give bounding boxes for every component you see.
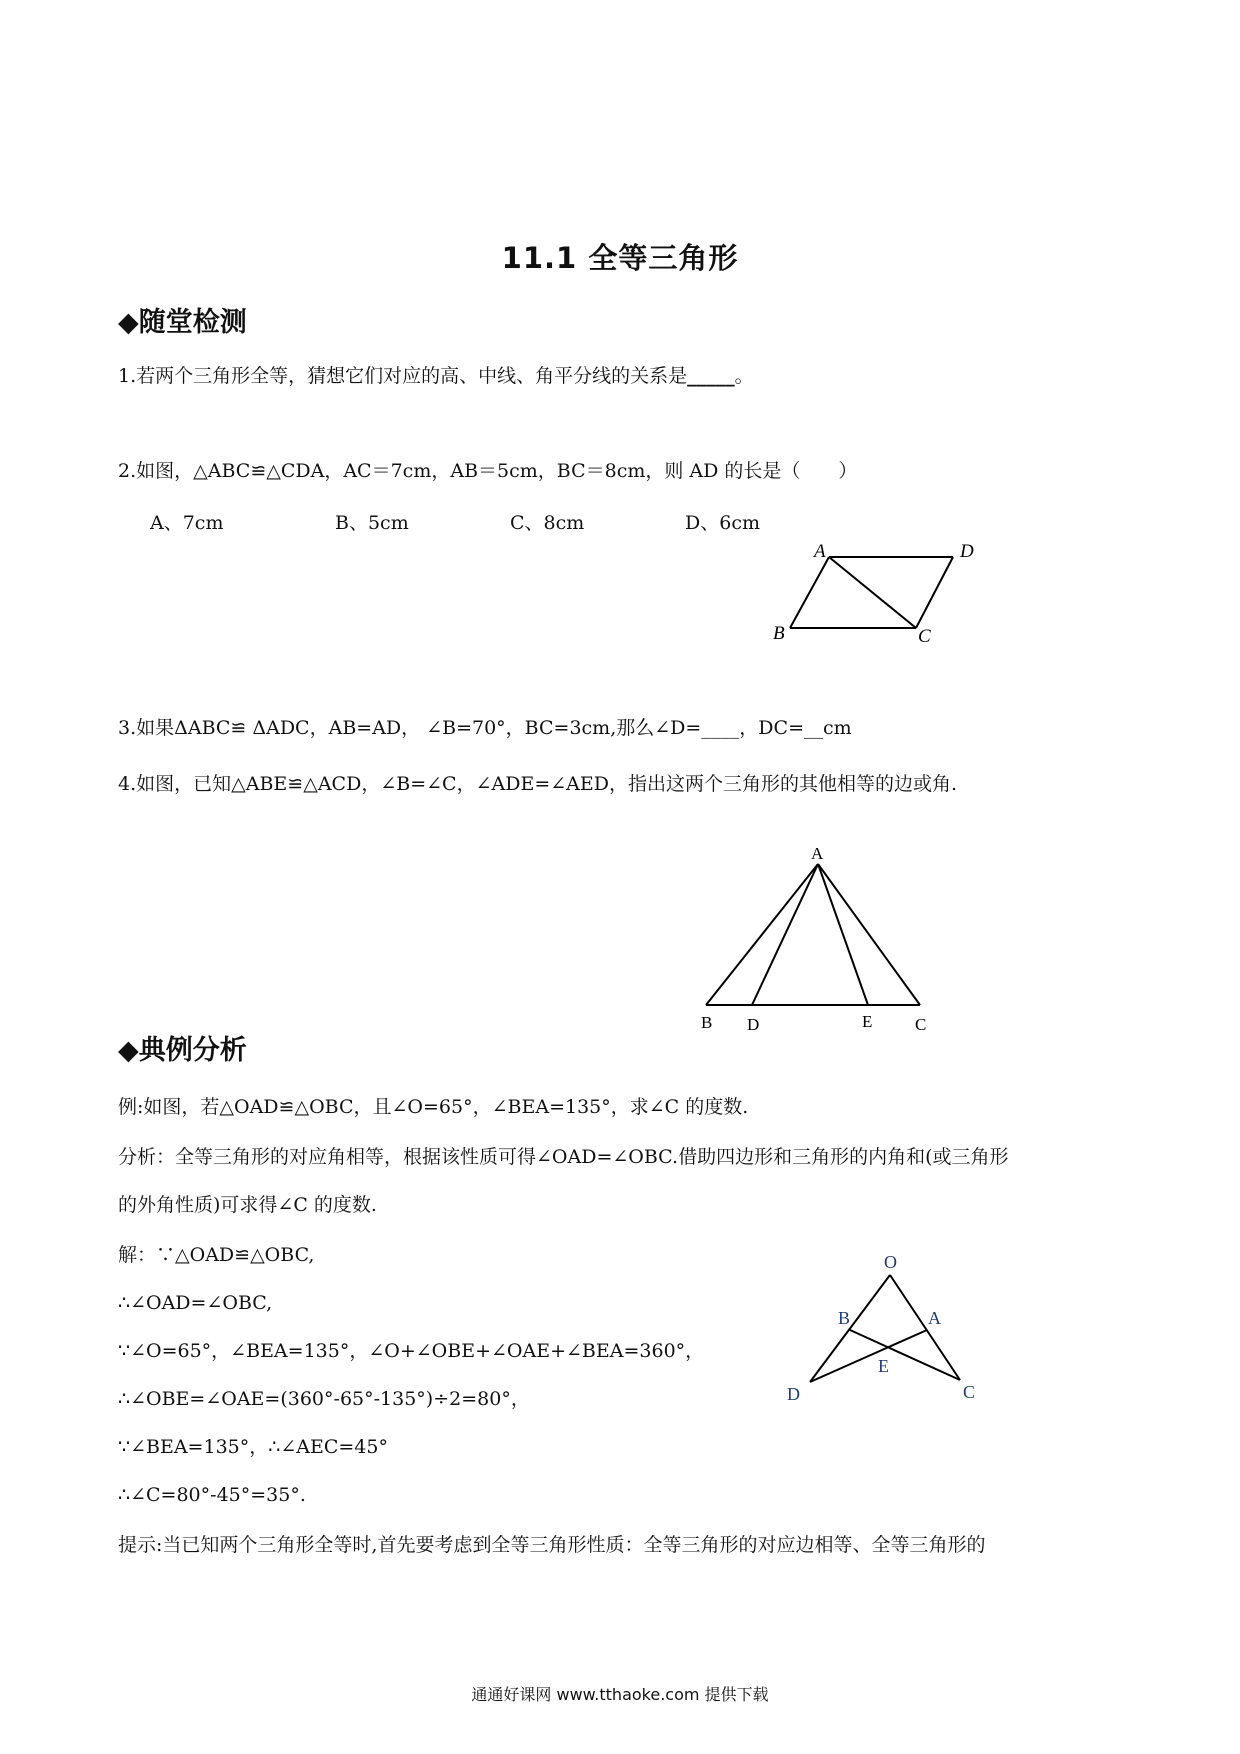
question-2-option-b: B、5cm	[335, 512, 409, 534]
figure-label-b-2: B	[701, 1013, 713, 1032]
section-heading-quiz: ◆随堂检测	[118, 307, 247, 338]
figure-parallelogram	[760, 530, 990, 660]
example-tip: 提示:当已知两个三角形全等时,首先要考虑到全等三角形性质：全等三角形的对应边相等、全等三角形的	[118, 1534, 986, 1556]
figure-label-a-3: A	[928, 1308, 941, 1328]
example-analysis-line-2: 的外角性质)可求得∠C 的度数.	[118, 1194, 377, 1216]
question-1-end: 。	[734, 365, 754, 387]
figure-triangle-abc	[690, 840, 940, 1040]
example-problem: 例:如图，若△OAD≌△OBC，且∠O=65°，∠BEA=135°，求∠C 的度数.	[118, 1096, 749, 1118]
question-2-option-c: C、8cm	[510, 512, 585, 534]
figure-label-c-2: C	[915, 1015, 927, 1034]
question-2: 2.如图，△ABC≌△CDA，AC＝7cm，AB＝5cm，BC＝8cm，则 AD 的长是（ ）	[118, 460, 858, 482]
figure-label-e-2: E	[862, 1012, 873, 1031]
section-heading-example: ◆典例分析	[118, 1035, 247, 1066]
segment-ba	[790, 557, 829, 628]
solution-line-4: ∴∠OBE=∠OAE=(360°-65°-135°)÷2=80°，	[118, 1388, 530, 1410]
question-1-text: 1.若两个三角形全等，猜想它们对应的高、中线、角平分线的关系是	[118, 365, 688, 387]
figure-overlapping-triangles	[760, 1250, 1000, 1410]
solution-line-5: ∵∠BEA=135°，∴∠AEC=45°	[118, 1436, 388, 1458]
page-footer: 通通好课网 www.tthaoke.com 提供下载	[471, 1685, 769, 1704]
page-title: 11.1 全等三角形	[501, 241, 739, 275]
question-2-option-d: D、6cm	[685, 512, 760, 534]
example-analysis-line-1: 分析：全等三角形的对应角相等，根据该性质可得∠OAD=∠OBC.借助四边形和三角形的内角和(或三角形	[118, 1146, 1009, 1168]
solution-line-2: ∴∠OAD=∠OBC,	[118, 1292, 273, 1314]
solution-line-6: ∴∠C=80°-45°=35°.	[118, 1484, 306, 1506]
question-1-blank: _____	[687, 365, 735, 387]
question-2-option-a: A、7cm	[150, 512, 224, 534]
figure-label-o: O	[884, 1252, 897, 1272]
figure-label-b-3: B	[838, 1308, 851, 1328]
segment-dc	[916, 557, 953, 628]
figure-label-d: D	[960, 541, 974, 562]
figure-label-d-2: D	[747, 1015, 760, 1034]
figure-label-a: A	[814, 541, 826, 562]
segment-ac-2	[818, 864, 920, 1005]
figure-label-e-3: E	[878, 1356, 889, 1376]
figure-label-c-3: C	[963, 1382, 976, 1402]
figure-label-d-3: D	[787, 1384, 800, 1404]
figure-label-a-2: A	[811, 844, 824, 863]
segment-ae	[818, 864, 868, 1005]
figure-label-b: B	[773, 623, 785, 644]
question-4: 4.如图，已知△ABE≌△ACD，∠B=∠C，∠ADE=∠AED，指出这两个三角形的其他相等的边或角.	[118, 773, 958, 795]
solution-line-3: ∵∠O=65°，∠BEA=135°，∠O+∠OBE+∠OAE+∠BEA=360°，	[118, 1340, 705, 1362]
segment-ac	[829, 557, 916, 628]
question-3: 3.如果ΔABC≌ ΔADC，AB=AD， ∠B=70°，BC=3cm,那么∠D=____，DC=__cm	[118, 717, 852, 739]
question-1	[118, 363, 754, 389]
solution-line-1: 解：∵△OAD≌△OBC,	[118, 1244, 315, 1266]
figure-label-c: C	[918, 626, 931, 647]
